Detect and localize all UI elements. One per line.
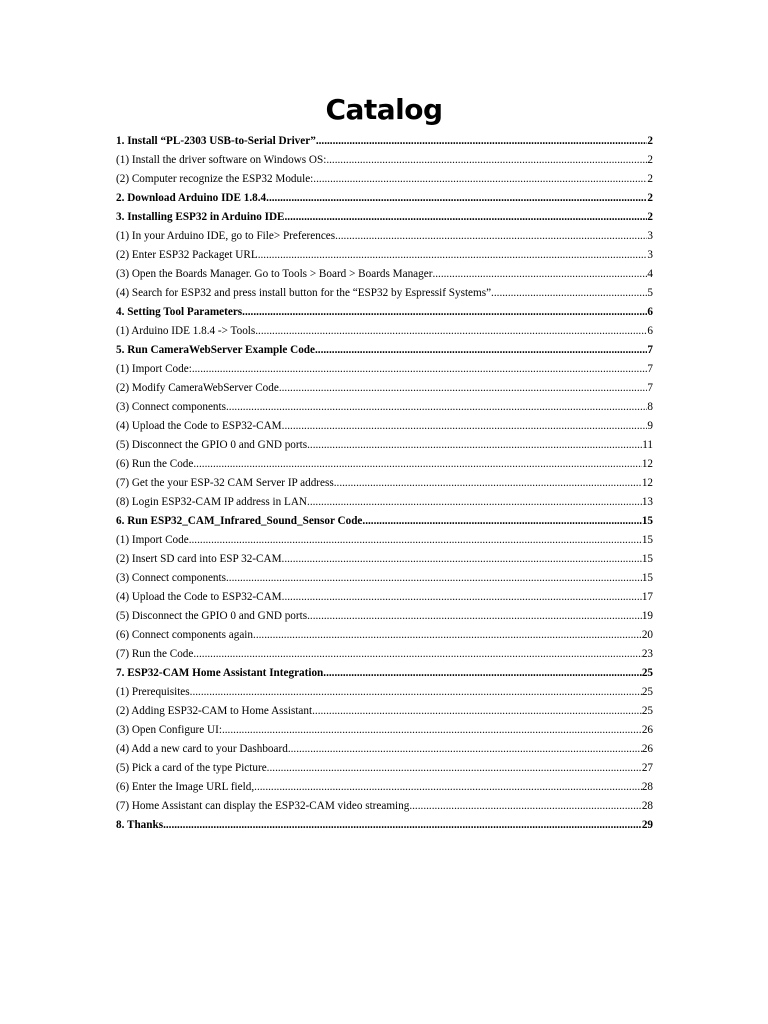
toc-entry-title: (3) Open Configure UI: [116,724,222,736]
toc-item-entry[interactable] [116,531,653,550]
toc-page-number: 9 [647,420,653,432]
toc-entry-title: 1. Install “PL-2303 USB-to-Serial Driver” [116,135,316,147]
toc-dot-leader [362,512,641,531]
toc-page-number: 25 [641,705,653,717]
toc-page-number: 6 [647,306,653,318]
toc-dot-leader [258,246,648,265]
toc-item-entry[interactable] [116,683,653,702]
toc-dot-leader [226,569,642,588]
toc-entry-title: 3. Installing ESP32 in Arduino IDE [116,211,285,223]
toc-item-entry[interactable] [116,778,653,797]
toc-entry-title: (4) Add a new card to your Dashboard [116,743,288,755]
toc-page-number: 15 [641,534,653,546]
toc-entry-title: (7) Home Assistant can display the ESP32-CAM video streaming [116,800,410,812]
toc-dot-leader [282,550,642,569]
table-of-contents [116,132,653,835]
toc-item-entry[interactable] [116,588,653,607]
toc-page-number: 25 [641,686,653,698]
toc-item-entry[interactable] [116,322,653,341]
toc-section-entry[interactable] [116,189,653,208]
toc-section-entry[interactable] [116,664,653,683]
toc-entry-title: (3) Open the Boards Manager. Go to Tools > Board > Boards Manager [116,268,433,280]
toc-entry-title: 4. Setting Tool Parameters [116,306,243,318]
toc-page-number: 7 [647,344,653,356]
toc-item-entry[interactable] [116,759,653,778]
toc-page-number: 19 [641,610,653,622]
toc-entry-title: 6. Run ESP32_CAM_Infrared_Sound_Sensor Code [116,515,363,527]
toc-dot-leader [279,379,648,398]
toc-entry-title: (7) Run the Code [116,648,194,660]
toc-page-number: 2 [647,192,653,204]
toc-section-entry[interactable] [116,341,653,360]
toc-item-entry[interactable] [116,550,653,569]
toc-dot-leader [193,645,641,664]
toc-page-number: 8 [647,401,653,413]
toc-entry-title: (6) Connect components again [116,629,254,641]
toc-item-entry[interactable] [116,379,653,398]
toc-section-entry[interactable] [116,208,653,227]
toc-entry-title: (5) Disconnect the GPIO 0 and GND ports [116,439,308,451]
toc-dot-leader [269,189,647,208]
toc-item-entry[interactable] [116,284,653,303]
toc-entry-title: (1) Arduino IDE 1.8.4 -> Tools [116,325,256,337]
toc-item-entry[interactable] [116,246,653,265]
toc-dot-leader [491,284,647,303]
toc-page-number: 3 [647,230,653,242]
toc-page-number: 6 [647,325,653,337]
toc-item-entry[interactable] [116,740,653,759]
toc-item-entry[interactable] [116,170,653,189]
toc-page-number: 20 [641,629,653,641]
toc-item-entry[interactable] [116,626,653,645]
toc-page-number: 12 [641,458,653,470]
toc-entry-title: (2) Insert SD card into ESP 32-CAM [116,553,282,565]
toc-entry-title: (3) Connect components [116,572,226,584]
toc-item-entry[interactable] [116,265,653,284]
toc-page-number: 3 [647,249,653,261]
page-title: Catalog [325,93,443,126]
toc-page-number: 2 [647,154,653,166]
toc-page-number: 17 [641,591,653,603]
toc-entry-title: (1) Import Code [116,534,189,546]
toc-page-number: 13 [641,496,653,508]
toc-dot-leader [312,702,642,721]
toc-page-number: 25 [641,667,653,679]
toc-dot-leader [253,626,642,645]
toc-dot-leader [432,265,647,284]
toc-entry-title: (2) Modify CameraWebServer Code [116,382,279,394]
toc-dot-leader [285,208,648,227]
toc-item-entry[interactable] [116,474,653,493]
toc-entry-title: 5. Run CameraWebServer Example Code [116,344,315,356]
toc-item-entry[interactable] [116,607,653,626]
toc-dot-leader [193,455,641,474]
toc-entry-title: (4) Upload the Code to ESP32-CAM [116,420,282,432]
toc-dot-leader [323,664,642,683]
toc-dot-leader [307,607,642,626]
toc-item-entry[interactable] [116,417,653,436]
toc-item-entry[interactable] [116,721,653,740]
toc-page-number: 11 [642,439,653,451]
toc-page-number: 7 [647,382,653,394]
toc-page-number: 29 [641,819,653,831]
toc-entry-title: (1) In your Arduino IDE, go to File> Preferences [116,230,336,242]
toc-dot-leader [409,797,641,816]
toc-dot-leader [190,683,642,702]
toc-item-entry[interactable] [116,645,653,664]
toc-entry-title: (6) Enter the Image URL field, [116,781,255,793]
toc-page-number: 2 [647,173,653,185]
toc-dot-leader [307,436,642,455]
toc-item-entry[interactable] [116,569,653,588]
toc-page-number: 15 [641,572,653,584]
toc-entry-title: (6) Run the Code [116,458,194,470]
toc-entry-title: (1) Install the driver software on Windows OS: [116,154,327,166]
toc-page-number: 23 [641,648,653,660]
toc-item-entry[interactable] [116,493,653,512]
toc-dot-leader [282,588,642,607]
toc-dot-leader [163,816,642,835]
toc-entry-title: (2) Adding ESP32-CAM to Home Assistant [116,705,313,717]
toc-item-entry[interactable] [116,227,653,246]
toc-page-number: 2 [647,211,653,223]
toc-page-number: 28 [641,781,653,793]
toc-page-number: 15 [641,515,653,527]
toc-section-entry[interactable] [116,816,653,835]
toc-dot-leader [192,360,648,379]
toc-item-entry[interactable] [116,360,653,379]
toc-dot-leader [189,531,642,550]
toc-page-number: 7 [647,363,653,375]
toc-dot-leader [288,740,642,759]
toc-dot-leader [267,759,642,778]
toc-page-number: 26 [641,743,653,755]
toc-section-entry[interactable] [116,512,653,531]
toc-entry-title: (2) Computer recognize the ESP32 Module: [116,173,314,185]
toc-entry-title: (5) Pick a card of the type Picture [116,762,267,774]
toc-dot-leader [222,721,642,740]
toc-entry-title: (1) Prerequisites [116,686,190,698]
toc-dot-leader [326,151,647,170]
toc-entry-title: (2) Enter ESP32 Packaget URL [116,249,258,261]
toc-page-number: 12 [641,477,653,489]
toc-dot-leader [334,474,642,493]
toc-dot-leader [307,493,642,512]
toc-dot-leader [255,322,647,341]
toc-dot-leader [282,417,648,436]
toc-entry-title: 8. Thanks [116,819,164,831]
toc-entry-title: (5) Disconnect the GPIO 0 and GND ports [116,610,308,622]
toc-section-entry[interactable] [116,303,653,322]
toc-page-number: 26 [641,724,653,736]
toc-dot-leader [226,398,647,417]
toc-item-entry[interactable] [116,702,653,721]
toc-page-number: 15 [641,553,653,565]
toc-entry-title: 7. ESP32-CAM Home Assistant Integration [116,667,324,679]
toc-page-number: 4 [647,268,653,280]
toc-entry-title: (4) Search for ESP32 and press install button for the “ESP32 by Espressif Systems” [116,287,492,299]
toc-entry-title: (4) Upload the Code to ESP32-CAM [116,591,282,603]
toc-item-entry[interactable] [116,455,653,474]
toc-section-entry[interactable] [116,132,653,151]
toc-entry-title: 2. Download Arduino IDE 1.8.4. [116,192,269,204]
toc-item-entry[interactable] [116,797,653,816]
toc-dot-leader [313,170,647,189]
toc-dot-leader [316,132,648,151]
toc-dot-leader [254,778,642,797]
toc-page-number: 2 [647,135,653,147]
toc-item-entry[interactable] [116,151,653,170]
toc-entry-title: (1) Import Code: [116,363,192,375]
toc-dot-leader [242,303,647,322]
toc-entry-title: (7) Get the your ESP-32 CAM Server IP address [116,477,334,489]
toc-page-number: 5 [647,287,653,299]
toc-entry-title: (8) Login ESP32-CAM IP address in LAN [116,496,308,508]
toc-item-entry[interactable] [116,436,653,455]
toc-item-entry[interactable] [116,398,653,417]
toc-dot-leader [315,341,647,360]
toc-page-number: 27 [641,762,653,774]
toc-entry-title: (3) Connect components [116,401,226,413]
toc-page-number: 28 [641,800,653,812]
toc-dot-leader [335,227,647,246]
